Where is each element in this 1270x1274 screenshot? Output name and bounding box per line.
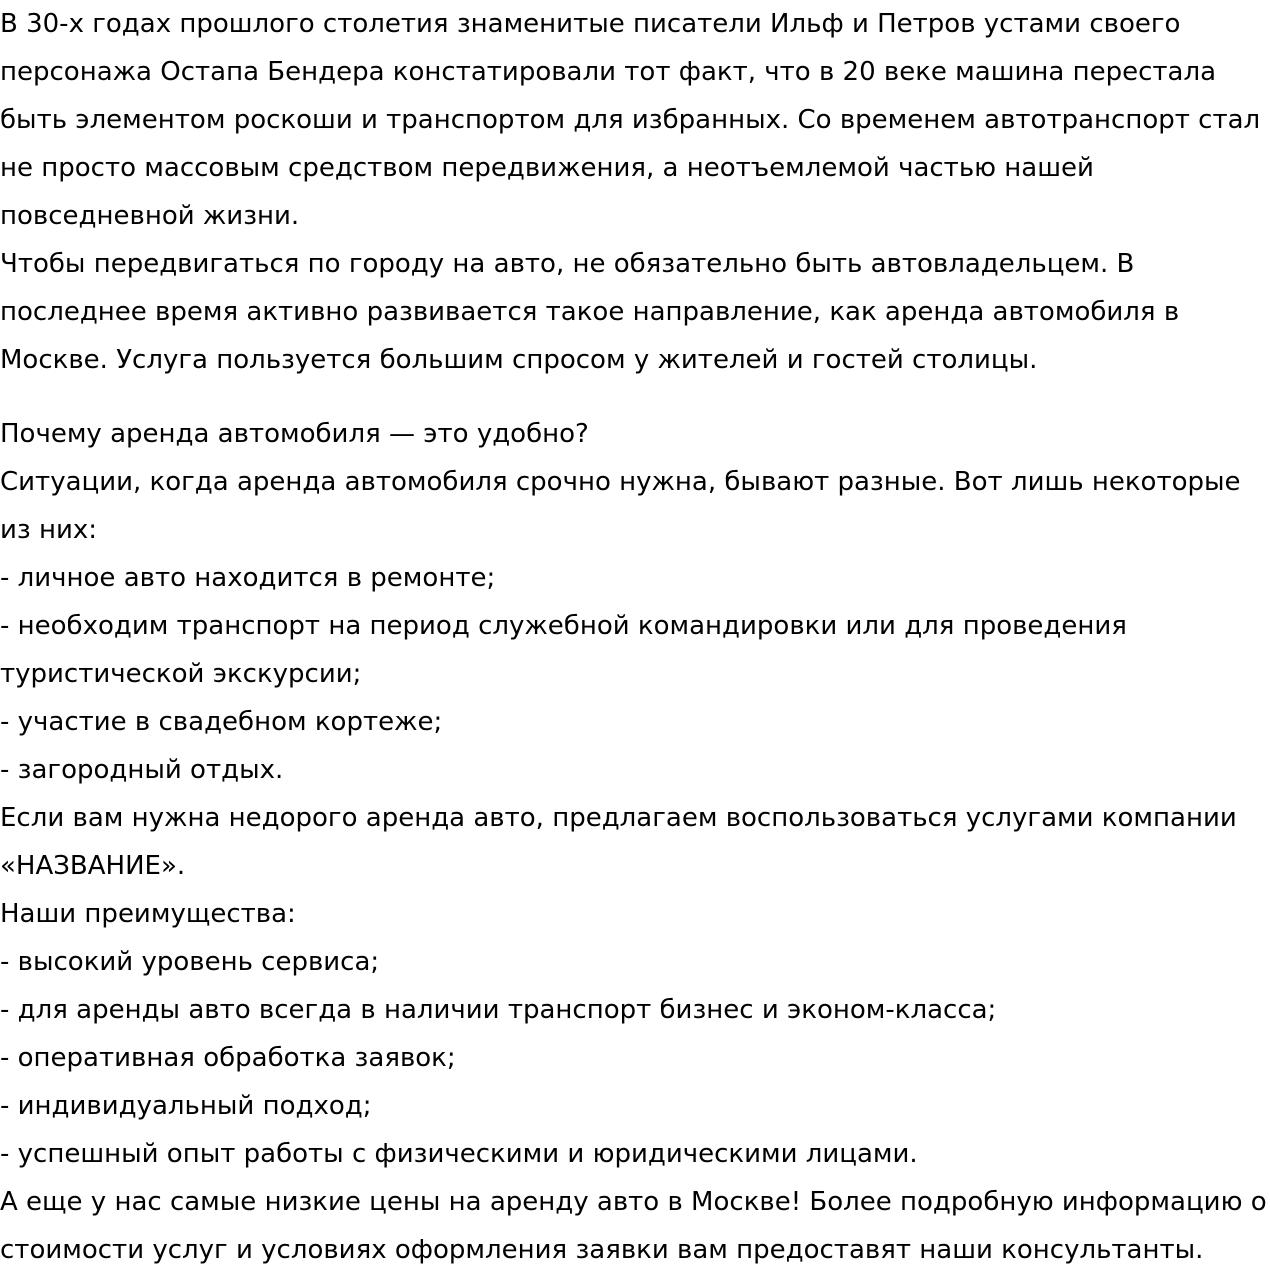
text-line: не просто массовым средством передвижения, а неотъемлемой частью нашей [0,153,1094,183]
intro-paragraph [0,0,1270,240]
list-item: - высокий уровень сервиса; [0,947,380,977]
list-item: - участие в свадебном кортеже; [0,707,443,737]
rental-paragraph [0,240,1270,384]
text-line: В 30-х годах прошлого столетия знаменитые писатели Ильф и Петров устами своего [0,9,1181,39]
text-line: повседневной жизни. [0,201,300,231]
text-line: последнее время активно развивается такое направление, как аренда автомобиля в [0,297,1180,327]
text-line: Москве. Услуга пользуется большим спросом у жителей и гостей столицы. [0,345,1038,375]
text-line: А еще у нас самые низкие цены на аренду авто в Москве! Более подробную информацию о [0,1187,1267,1217]
list-item: - необходим транспорт на период служебной командировки или для проведения [0,611,1127,641]
closing-paragraph [0,1178,1270,1274]
list-item: - индивидуальный подход; [0,1091,372,1121]
situations-intro [0,458,1270,554]
text-line: Если вам нужна недорого аренда авто, предлагаем воспользоваться услугами компании [0,803,1237,833]
text-line: стоимости услуг и условиях оформления заявки вам предоставят наши консультанты. [0,1235,1204,1265]
text-line: Ситуации, когда аренда автомобиля срочно нужна, бывают разные. Вот лишь некоторые [0,467,1241,497]
section-heading: Почему аренда автомобиля — это удобно? [0,419,589,449]
advantages-list [0,938,1270,1178]
text-line: Чтобы передвигаться по городу на авто, не обязательно быть автовладельцем. В [0,249,1135,279]
list-item: - для аренды авто всегда в наличии транспорт бизнес и эконом-класса; [0,995,997,1025]
text-line: «НАЗВАНИЕ». [0,851,186,881]
text-line: из них: [0,515,98,545]
offer-paragraph [0,794,1270,890]
list-item: - загородный отдых. [0,755,284,785]
text-line: персонажа Остапа Бендера констатировали тот факт, что в 20 веке машина перестала [0,57,1217,87]
list-item: - оперативная обработка заявок; [0,1043,456,1073]
text-line: быть элементом роскоши и транспортом для избранных. Со временем автотранспорт стал [0,105,1261,135]
advantages-title: Наши преимущества: [0,899,296,929]
list-item: туристической экскурсии; [0,659,362,689]
paragraph-spacer [0,384,1270,410]
situations-list [0,554,1270,794]
list-item: - успешный опыт работы с физическими и юридическими лицами. [0,1139,918,1169]
list-item: - личное авто находится в ремонте; [0,563,496,593]
